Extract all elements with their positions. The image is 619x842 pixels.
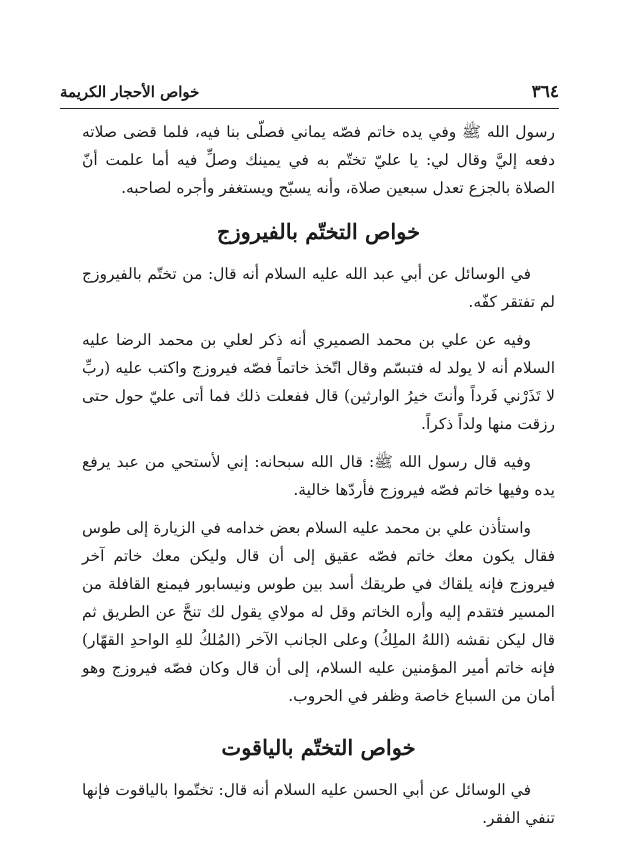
paragraph: وفيه عن علي بن محمد الصميري أنه ذكر لعلي بن محمد الرضا عليه السلام أنه لا يولد له فتبسّم وقال اتّخذ خاتماً فصّه فيروزج واكتب عليه (ربِّ لا تَذَرْني فَرداً وأنتَ خيرُ الوارثين) قال ففعلت ذلك فما أتى عليّ حول حتى رزقت منها ولداً ذكراً. (82, 331, 555, 433)
paragraph: في الوسائل عن أبي عبد الله عليه السلام أنه قال: من تختّم بالفيروزج لم تفتقر كفّه. (82, 265, 555, 311)
running-title: خواص الأحجار الكريمة (60, 83, 200, 101)
section-heading-ruby: خواص التختّم بالياقوت (221, 735, 416, 760)
header-rule (60, 108, 559, 109)
page-body (82, 118, 555, 842)
paragraph: واستأذن علي بن محمد عليه السلام بعض خدامه في الزيارة إلى طوس فقال يكون معك خاتم فصّه عقيق إلى أن قال وليكن معك خاتم آخر فيروزج فإنه يلقاك في طريقك أسد بين طوس ونيسابور فيمنع القافلة من المسير فتقدم إليه وأره الخاتم وقل له مولاي يقول لك تنحَّ عن الطريق ثم قال ليكن نقشه (اللهُ الملِكُ) وعلى الجانب الآخر (المُلكُ للهِ الواحدِ القهّار) فإنه خاتم أمير المؤمنين عليه السلام، إلى أن قال وكان فصّه فيروزج وهو أمان من السباع خاصة وظفر في الحروب. (82, 519, 555, 705)
page-number: ٣٦٤ (531, 82, 559, 102)
paragraph: وفيه قال رسول الله ﷺ: قال الله سبحانه: إني لأستحي من عبد يرفع يده وفيها خاتم فصّه فيروزج فأردّها خالية. (82, 453, 555, 499)
paragraph: في الوسائل عن أبي الحسن عليه السلام أنه قال: تختّموا بالياقوت فإنها تنفي الفقر. (82, 781, 555, 827)
page-header (60, 80, 559, 104)
paragraph: رسول الله ﷺ وفي يده خاتم فصّه يماني فصلّى بنا فيه، فلما قضى صلاته دفعه إليَّ وقال لي: يا عليّ تختّم به في يمينك وصلِّ فيه أما علمت أنّ الصلاة بالجزع تعدل سبعين صلاة، وأنه يسبّح ويستغفر وأجره لصاحبه. (82, 123, 555, 197)
section-heading-turquoise: خواص التختّم بالفيروزج (216, 219, 421, 244)
